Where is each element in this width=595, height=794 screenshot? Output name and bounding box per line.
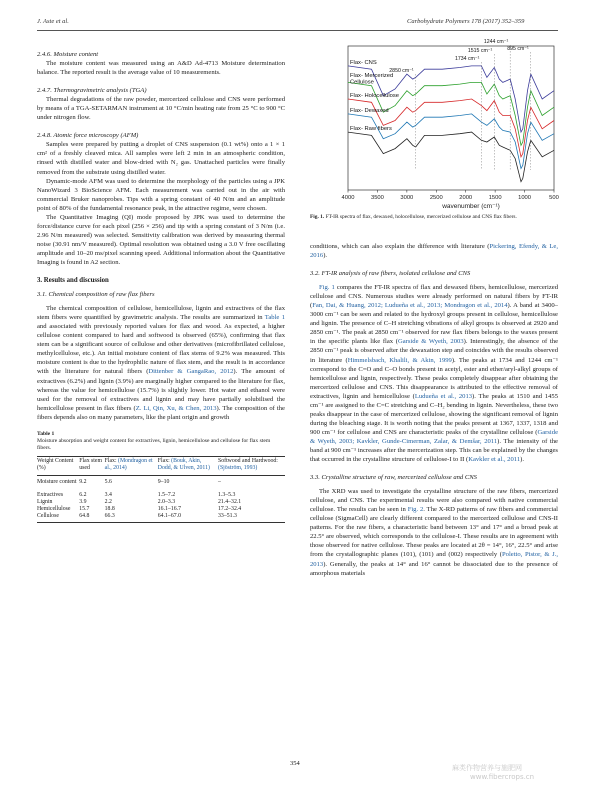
section-2-4-8-paragraph-2: Dynamic-mode AFM was used to determine the morphology of the particles using a JPK NanoWizard 3 BioScience AFM. Each measurement was carried out in the air with commercial Bruker nanoprobes. Tips with a spring constant of 40 N/m and an amplitude point of 80% of the fundamental resonance peak, in the attractive regime, were chosen. xyxy=(37,177,285,212)
citation-link[interactable]: Kavkler et al., 2011 xyxy=(468,456,521,464)
citation-link[interactable]: Dittenber & GangaRao, 2012 xyxy=(148,368,234,376)
section-3-3-title: 3.3. Crystalline structure of raw, mercerized cellulose and CNS xyxy=(310,474,477,482)
running-header-journal: Carbohydrate Polymers 178 (2017) 352–359 xyxy=(407,18,525,25)
table-cell: 5.6 xyxy=(104,479,112,486)
table-row xyxy=(37,476,285,493)
section-2-4-6-text: The moisture content was measured using an A&D Ad-4713 Moisture determination balance. The reported result is the average value of 10 measurements. xyxy=(37,60,285,77)
citation-link[interactable]: Himmelsbach, Khalili, & Akin, 1999 xyxy=(347,356,452,364)
citation-link[interactable]: Ludueña et al., 2013 xyxy=(414,392,473,400)
table-1-grid xyxy=(37,456,285,523)
x-tick-label: 3500 xyxy=(370,195,384,201)
section-3-1-title: 3.1. Chemical composition of raw flax fibers xyxy=(37,291,155,299)
series-label: Cellulose xyxy=(350,79,374,86)
table-cell: Moisture content xyxy=(37,479,77,486)
header-rule xyxy=(37,30,558,31)
x-tick-label: 2000 xyxy=(459,195,473,201)
right-column-continuation: conditions, which can also explain the difference with literature (Pickering, Efendy, & Le, 2016). xyxy=(310,243,559,260)
x-tick-label: 2500 xyxy=(429,195,443,201)
table-cell: 6.2 xyxy=(79,492,87,499)
table-cell: Extractives xyxy=(37,492,64,499)
table-cell: 64.8 xyxy=(79,513,90,520)
table-cell: 1.3–5.3 xyxy=(218,492,236,499)
table-cell: 9.2 xyxy=(79,479,87,486)
table-cell: Cellulose xyxy=(37,513,59,520)
left-column xyxy=(37,50,285,523)
x-tick-label: 500 xyxy=(549,195,559,201)
table-1-link[interactable]: Table 1 xyxy=(264,314,285,322)
series-label: Flax- Mercerized xyxy=(350,72,394,79)
section-3-2-paragraph: Fig. 1 compares the FT-IR spectra of flax and dewaxed fibers, hemicellulose, mercerized cellulose and CNS. Numerous studies were already performed on natural fibers by FT-IR (Fan, Dai, & Huang, 2012; Ludueña et al., 2013; Mondragon et al., 2014). A band at 3400–3000 cm⁻¹ can be seen and related to the hydroxyl groups present in cellulose, hemicellulose and lignin. The presence of C–H stretching vibrations of alkyl groups is observed at 2920 and 2850 cm⁻¹. The peak at 2850 cm⁻¹ observed for raw flax fibers belongs to the waxes present in the specific plants like flax (Garside & Wyeth, 2003). Interestingly, the absence of the 2850 cm⁻¹ peak is observed after the dewaxation step and coincides with the results observed in literature (Himmelsbach, Khalili, & Akin, 1999). The peaks at 1734 and 1244 cm⁻¹ correspond to the C=O and C–O bonds present in acetyl, ester and ether/aryl-alkyl groups of hemicellulose and lignin, respectively. These peaks completely disappear after obtaining the mercerized cellulose and CNS. This disappearance is attributed to the effective removal of extractives, lignin and hemicellulose (Ludueña et al., 2013). The peaks at 1510 and 1455 cm⁻¹ are assigned to the C=C stretching and C–H₂ bending in lignin. Nevertheless, these two peaks disappear in the case of mercerized cellulose, showing the significant removal of lignin during the bleaching stage. It is worth noting that the peaks present at 1367, 1337, 1318 and 900 cm⁻¹ for cellulose and CNS are characteristic peaks of the crystalline cellulose (Garside & Wyeth, 2003; Kavkler, Gunde-Cimerman, Zalar, & Demšar, 2011). The intensity of the band at 900 cm⁻¹ increases after the mercerization step. This can be explained by the changes that occurred in the crystalline structure of cellulose-I to II (Kavkler et al., 2011). xyxy=(310,284,558,464)
table-1 xyxy=(37,431,285,524)
citation-link[interactable]: (Bouk, Akin, Dodd, & Ulven, 2011) xyxy=(157,458,210,472)
section-2-4-6-title: 2.4.6. Moisture content xyxy=(37,51,99,58)
table-cell: 33–51.3 xyxy=(218,513,237,520)
x-tick-label: 1500 xyxy=(488,195,502,201)
citation-link[interactable]: (Mondragon et al., 2014) xyxy=(104,458,153,472)
series-label: Flax- Holocellulose xyxy=(350,92,399,99)
series-label: Flax- Dewaxed xyxy=(350,107,389,114)
table-1-caption: Moisture absorption and weight content for extractives, lignin, hemicellulose and cellulose for flax stem fibers. xyxy=(37,437,271,452)
citation-link[interactable]: (Sjöström, 1993) xyxy=(218,465,258,472)
table-cell: 3.9 xyxy=(79,499,87,506)
citation-link[interactable]: Garside & Wyeth, 2003 xyxy=(397,338,464,346)
figure-2-link[interactable]: Fig. 2 xyxy=(407,506,424,514)
section-3-title: 3. Results and discussion xyxy=(37,277,109,285)
table-1-header-cell: Softwood and Hardwood: (Sjöström, 1993) xyxy=(218,458,278,472)
citation-link[interactable]: Garside & Wyeth, 2003; Kavkler, Gunde-Cimerman, Zalar, & Demšar, 2011 xyxy=(310,428,558,445)
table-cell: 9–10 xyxy=(157,479,170,486)
table-cell: 3.4 xyxy=(104,492,112,499)
table-cell: 15.7 xyxy=(79,506,90,513)
citation-link[interactable]: Z. Li, Qin, Xu, & Chen, 2013 xyxy=(135,404,217,412)
table-cell: 18.8 xyxy=(104,506,115,513)
table-cell: 17.2–32.4 xyxy=(218,506,242,513)
table-row xyxy=(37,499,285,506)
section-2-4-8-paragraph-1: Samples were prepared by putting a droplet of CNS suspension (0.1 wt%) onto a 1 × 1 cm² of a freshly cleaved mica. All samples were left 2 min in an atmospheric condition, rinsed with distilled water and blow-dried with N₂ gas. Unattached particles were finally removed from the substrate using distilled water. xyxy=(37,141,285,176)
table-row xyxy=(37,513,285,523)
figure-1-caption: Fig. 1. FT-IR spectra of flax, dewaxed, holocellulose, mercerized cellulose and CNS flax fibers. xyxy=(310,214,517,220)
table-1-header-cell: Flax: (Mondragon et al., 2014) xyxy=(104,458,153,472)
page-number: 354 xyxy=(290,760,300,767)
right-column xyxy=(310,242,558,578)
peak-annotation: 1515 cm⁻¹ xyxy=(467,48,493,54)
table-row xyxy=(37,492,285,499)
table-1-label: Table 1 xyxy=(37,430,55,437)
section-3-3-paragraph: The XRD was used to investigate the crystalline structure of the raw fibers, mercerized cellulose, and CNS. The experimental results were also compared with native commercial cellulose. The results can be seen in Fig. 2. The X-RD patterns of raw fibers and commercial cellulose (SigmaCell) are clearly different compared to the mercerized cellulose and CNS-II patterns. For the raw fibers, a characteristic band between 13° and 17° and a broad peak at 22.5° are observed, which corresponds to the cellulose-I. These results are in agreement with those observed for native cellulose. These peaks are located at 2θ = 14°, 16°, 22.5° and arise from the crystallographic planes (101), (101) and (002) respectively (Poletto, Pistor, & J., 2013). Generally, the peaks at 14° and 16° cannot be dissociated due to the presence of amorphous materials xyxy=(310,488,558,577)
section-2-4-7-text: Thermal degradations of the raw powder, mercerized cellulose and CNS were performed by means of a TGA-SETARMAN instrument at 10 °C/min heating rate from 25 °C to 900 °C under nitrogen flow. xyxy=(37,96,285,122)
peak-annotation: 2850 cm⁻¹ xyxy=(389,68,414,74)
series-label: Flax- CNS xyxy=(350,59,377,66)
watermark-url: www.fibercrops.cn xyxy=(470,773,535,781)
table-1-header-cell: Flax stem used xyxy=(79,458,102,472)
table-1-header-cell: Weight Content (%) xyxy=(37,458,74,472)
citation-link[interactable]: Fan, Dai, & Huang, 2012; Ludueña et al., 2013; Mondragon et al., 2014 xyxy=(312,302,508,310)
x-tick-label: 1000 xyxy=(518,195,532,201)
section-3-2-title: 3.2. FT-IR analysis of raw fibers, isolated cellulose and CNS xyxy=(310,270,471,278)
table-cell: 64.1–67.0 xyxy=(157,513,181,520)
table-row xyxy=(37,506,285,513)
citation-link[interactable]: Pickering, Efendy, & Le, 2016 xyxy=(310,243,559,260)
section-2-4-7-title: 2.4.7. Thermogravimetric analysis (TGA) xyxy=(37,87,147,95)
watermark-text: 麻类作物营养与施肥网 xyxy=(452,764,522,772)
ftir-chart xyxy=(304,38,560,210)
figure-1 xyxy=(304,38,560,210)
x-tick-label: 4000 xyxy=(341,195,355,201)
peak-annotation: 1734 cm⁻¹ xyxy=(454,56,480,62)
table-cell: 2.2 xyxy=(104,499,112,506)
x-tick-label: 3000 xyxy=(400,195,414,201)
section-2-4-8-paragraph-3: The Quantitative Imaging (QI) mode proposed by JPK was used to determine the force/distance curve for each pixel (256 × 256) and tip with a spring constant of 3 N/m (i.e. 2.96 N/m measured) was selected. Sensitivity calibration was derived by measuring thermal noise (30.91 nm/V measured). Optimal resolution was obtained using a 3.0 V free oscillating amplitude and 10–20 ms/pixel scanning speed. Additional information about the Quantitative Imaging is found in A2 section. xyxy=(37,213,285,266)
plot-frame xyxy=(348,46,554,190)
table-cell: 66.3 xyxy=(104,513,115,520)
table-cell: – xyxy=(218,479,221,486)
figure-1-link[interactable]: Fig. 1 xyxy=(319,284,335,292)
section-2-4-8-title: 2.4.8. Atomic force microscopy (AFM) xyxy=(37,132,139,140)
peak-annotation: 1244 cm⁻¹ xyxy=(483,39,509,45)
running-header-authors: J. Aste et al. xyxy=(37,18,69,25)
peak-annotation: 895 cm⁻¹ xyxy=(507,46,529,52)
series-label: Flax- Raw fibers xyxy=(350,126,392,133)
table-cell: Hemicellulose xyxy=(37,506,71,513)
x-axis-label: wavenumber (cm⁻¹) xyxy=(442,203,500,210)
section-3-1-paragraph: The chemical composition of cellulose, hemicellulose, lignin and extractives of the flax stem fibers were quantified by gravimetric analysis. The results are summarized in Table 1 and associated with previously reported values for flax and wood. As expected, a higher cellulose content compared to hard and softwood is observed (65%), confirming that flax stem can be a significant source of cellulose and other derivatives (microfibrillated cellulose, methylcellulose, etc.). An initial moisture content of flax stems of 9.2% was measured. This moisture content is due to the hydrophilic nature of flax stem, and the result is in accordance with the literature for natural fibers (Dittenber & GangaRao, 2012). The amount of extractives (6.2%) and lignin (3.9%) are marginally higher compared to the literature for flax, whereas the value for hemicellulose (15.7%) is slightly lower. Hot water and ethanol were used for the removal of extractives and lignin and may have partially solubilised the hemicellulose present in flax fibers (Z. Li, Qin, Xu, & Chen, 2013). The composition of the fibers depends also on many parameters, like the plant origin and growth xyxy=(37,305,285,421)
table-cell: 16.1–16.7 xyxy=(157,506,181,513)
table-cell: 1.5–7.2 xyxy=(157,492,176,499)
table-cell: Lignin xyxy=(37,499,53,506)
table-cell: 2.0–3.3 xyxy=(157,499,176,506)
table-cell: 21.4–32.1 xyxy=(218,499,242,506)
table-1-header-cell: Flax: (Bouk, Akin, Dodd, & Ulven, 2011) xyxy=(157,458,210,472)
citation-link[interactable]: Poletto, Pistor, & J., 2013 xyxy=(310,551,558,568)
